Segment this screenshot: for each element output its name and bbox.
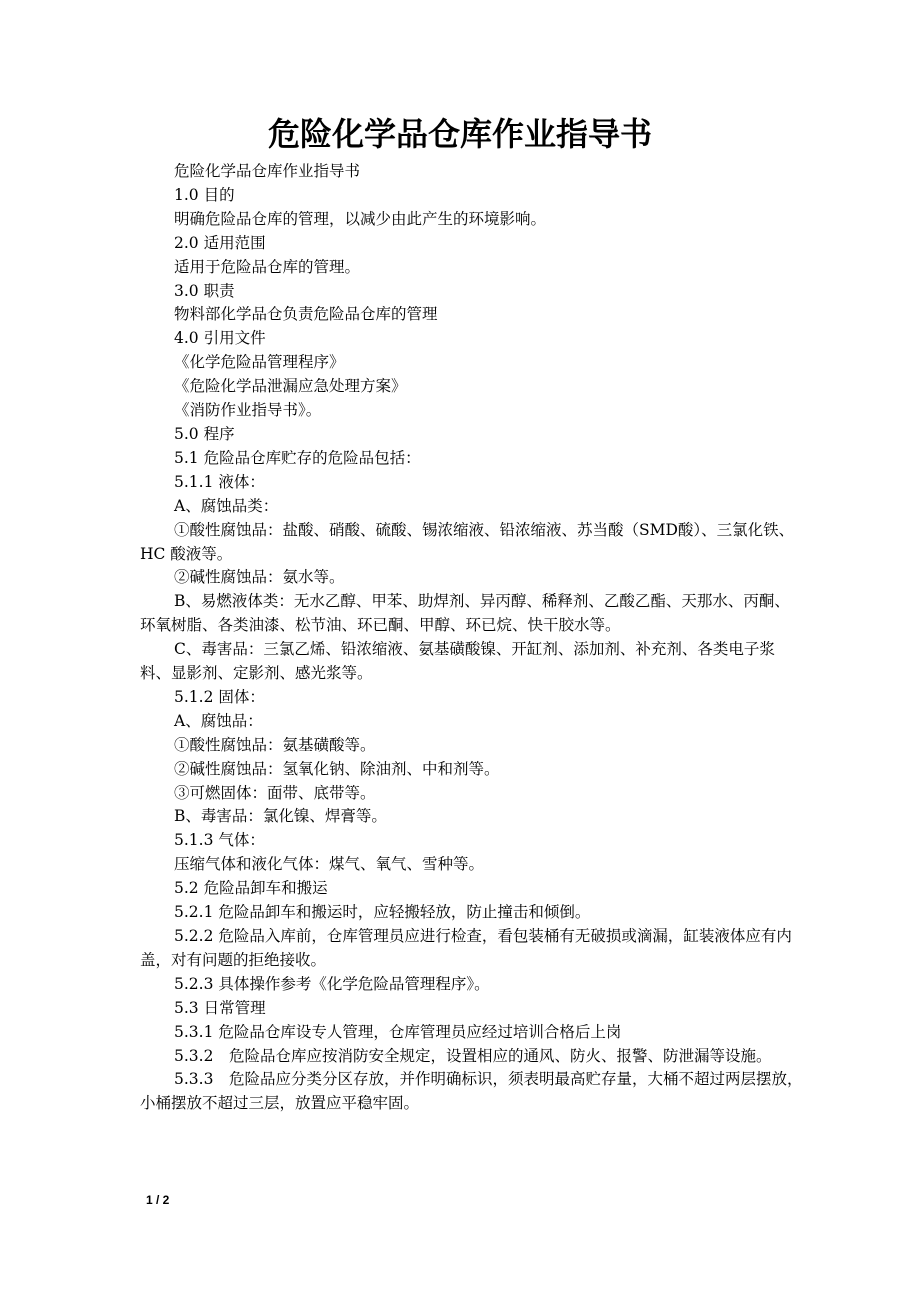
paragraph: 《危险化学品泄漏应急处理方案》 <box>174 377 407 396</box>
paragraph: 5.3.2 危险品仓库应按消防安全规定，设置相应的通风、防火、报警、防泄漏等设施。 <box>174 1046 772 1065</box>
paragraph: 《化学危险品管理程序》 <box>174 353 345 372</box>
paragraph: 适用于危险品仓库的管理。 <box>174 257 361 276</box>
paragraph: 物料部化学品仓负责危险品仓库的管理 <box>174 305 438 324</box>
page-number: 1 / 2 <box>146 1193 170 1207</box>
document-title: 危险化学品仓库作业指导书 <box>267 115 652 153</box>
paragraph: 5.1.2 固体： <box>174 687 265 706</box>
paragraph: C、毒害品：三氯乙烯、铅浓缩液、氨基磺酸镍、开缸剂、添加剂、补充剂、各类电子浆料、显影剂、定影剂、感光浆等。 <box>140 640 775 683</box>
paragraph: B、毒害品：氯化镍、焊膏等。 <box>174 807 387 826</box>
paragraph: 3.0 职责 <box>174 281 235 300</box>
paragraph: 1.0 目的 <box>174 185 235 204</box>
paragraph: 5.3.1 危险品仓库设专人管理，仓库管理员应经过培训合格后上岗 <box>174 1022 622 1041</box>
paragraph: 压缩气体和液化气体：煤气、氧气、雪种等。 <box>174 855 485 874</box>
paragraph: ②碱性腐蚀品：氢氧化钠、除油剂、中和剂等。 <box>174 759 500 778</box>
paragraph: 5.3.3 危险品应分类分区存放，并作明确标识，须表明最高贮存量，大桶不超过两层摆放，小桶摆放不超过三层，放置应平稳牢固。 <box>140 1070 803 1113</box>
document-body <box>140 160 805 1116</box>
paragraph: 5.0 程序 <box>174 424 235 443</box>
paragraph: 5.2.3 具体操作参考《化学危险品管理程序》。 <box>174 974 490 993</box>
paragraph: 明确危险品仓库的管理，以减少由此产生的环境影响。 <box>174 209 547 228</box>
paragraph: 5.2.2 危险品入库前，仓库管理员应进行检查，看包装桶有无破损或滴漏，缸装液体应有内盖，对有问题的拒绝接收。 <box>140 927 792 969</box>
paragraph: ②碱性腐蚀品：氨水等。 <box>174 568 345 587</box>
paragraph: 2.0 适用范围 <box>174 233 266 252</box>
paragraph: 5.1.3 气体： <box>174 831 265 850</box>
paragraph: A、腐蚀品类： <box>174 496 279 515</box>
paragraph: 5.2.1 危险品卸车和搬运时，应轻搬轻放，防止撞击和倾倒。 <box>174 903 591 922</box>
paragraph: 5.1.1 液体： <box>174 472 265 491</box>
paragraph: 危险化学品仓库作业指导书 <box>174 162 361 180</box>
paragraph: 4.0 引用文件 <box>174 329 266 348</box>
paragraph: ③可燃固体：面带、底带等。 <box>174 783 376 802</box>
paragraph: A、腐蚀品： <box>174 711 263 730</box>
paragraph: B、易燃液体类：无水乙醇、甲苯、助焊剂、异丙醇、稀释剂、乙酸乙酯、天那水、丙酮、环氧树脂、各类油漆、松节油、环已酮、甲醇、环已烷、快干胶水等。 <box>140 592 790 635</box>
paragraph: 5.2 危险品卸车和搬运 <box>174 879 328 898</box>
paragraph: ①酸性腐蚀品：盐酸、硝酸、硫酸、锡浓缩液、铅浓缩液、苏当酸（SMD酸）、三氯化铁、HC 酸液等。 <box>140 520 795 563</box>
paragraph: ①酸性腐蚀品：氨基磺酸等。 <box>174 735 376 754</box>
paragraph: 5.1 危险品仓库贮存的危险品包括： <box>174 448 421 467</box>
paragraph: 《消防作业指导书》。 <box>174 401 322 420</box>
paragraph: 5.3 日常管理 <box>174 998 266 1017</box>
